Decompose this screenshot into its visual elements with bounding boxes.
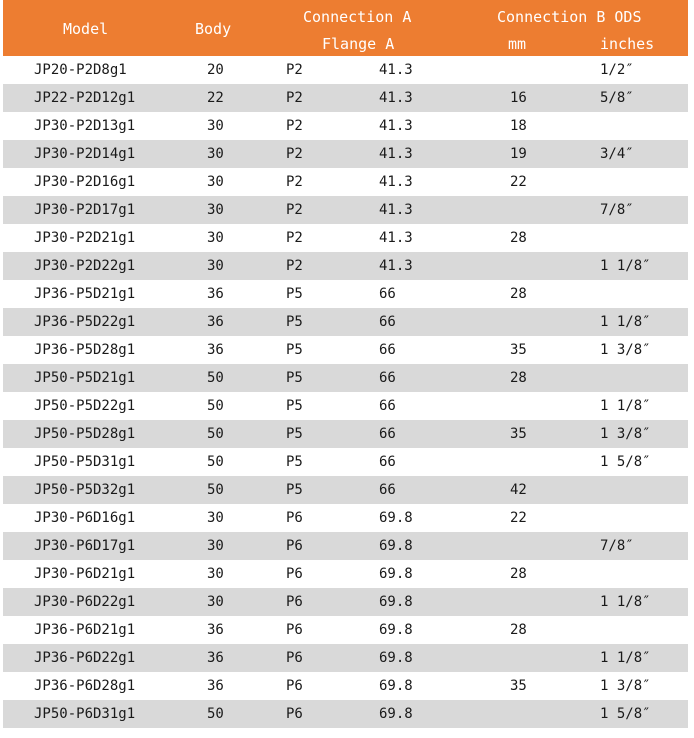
cell-body: 36 <box>207 342 224 358</box>
cell-connection: P6 <box>286 622 303 638</box>
cell-mm: 28 <box>510 370 527 386</box>
table-header <box>3 0 688 56</box>
cell-body: 50 <box>207 426 224 442</box>
cell-mm: 22 <box>510 174 527 190</box>
cell-mm: 28 <box>510 622 527 638</box>
table-row <box>3 644 688 672</box>
header-flange-a: Flange A <box>322 35 395 53</box>
cell-inches: 1/2″ <box>600 62 634 78</box>
table-row <box>3 140 688 168</box>
header-inches: inches <box>600 35 655 53</box>
cell-connection: P5 <box>286 454 303 470</box>
cell-inches: 1 1/8″ <box>600 650 651 666</box>
cell-connection: P5 <box>286 370 303 386</box>
table-row <box>3 672 688 700</box>
cell-body: 36 <box>207 678 224 694</box>
cell-inches: 7/8″ <box>600 202 634 218</box>
table-row <box>3 364 688 392</box>
cell-connection: P6 <box>286 538 303 554</box>
cell-model: JP36-P5D28g1 <box>34 342 136 358</box>
cell-connection: P2 <box>286 62 303 78</box>
cell-flange: 69.8 <box>379 678 413 694</box>
cell-model: JP50-P5D22g1 <box>34 398 136 414</box>
cell-flange: 41.3 <box>379 230 413 246</box>
table-row <box>3 588 688 616</box>
cell-inches: 1 3/8″ <box>600 426 651 442</box>
cell-flange: 66 <box>379 342 396 358</box>
cell-inches: 7/8″ <box>600 538 634 554</box>
cell-connection: P2 <box>286 118 303 134</box>
cell-connection: P2 <box>286 146 303 162</box>
table-row <box>3 308 688 336</box>
cell-flange: 69.8 <box>379 566 413 582</box>
table-body <box>3 56 688 728</box>
cell-body: 50 <box>207 454 224 470</box>
cell-body: 36 <box>207 286 224 302</box>
cell-model: JP36-P6D28g1 <box>34 678 136 694</box>
cell-connection: P6 <box>286 650 303 666</box>
cell-flange: 69.8 <box>379 706 413 722</box>
cell-flange: 69.8 <box>379 538 413 554</box>
cell-inches: 1 5/8″ <box>600 454 651 470</box>
cell-model: JP30-P6D16g1 <box>34 510 136 526</box>
cell-model: JP30-P6D17g1 <box>34 538 136 554</box>
cell-connection: P2 <box>286 90 303 106</box>
cell-body: 30 <box>207 118 224 134</box>
cell-flange: 41.3 <box>379 174 413 190</box>
cell-model: JP36-P6D21g1 <box>34 622 136 638</box>
cell-connection: P6 <box>286 566 303 582</box>
cell-body: 50 <box>207 482 224 498</box>
cell-flange: 41.3 <box>379 202 413 218</box>
cell-mm: 28 <box>510 230 527 246</box>
cell-flange: 66 <box>379 482 396 498</box>
table-row <box>3 84 688 112</box>
cell-connection: P6 <box>286 510 303 526</box>
cell-mm: 35 <box>510 342 527 358</box>
table-row <box>3 532 688 560</box>
cell-model: JP50-P5D31g1 <box>34 454 136 470</box>
cell-body: 22 <box>207 90 224 106</box>
cell-connection: P5 <box>286 314 303 330</box>
cell-mm: 42 <box>510 482 527 498</box>
table-row <box>3 560 688 588</box>
cell-body: 50 <box>207 706 224 722</box>
table-row <box>3 336 688 364</box>
table-row <box>3 392 688 420</box>
cell-model: JP50-P5D32g1 <box>34 482 136 498</box>
cell-body: 30 <box>207 510 224 526</box>
cell-body: 30 <box>207 258 224 274</box>
cell-flange: 66 <box>379 398 396 414</box>
cell-body: 30 <box>207 202 224 218</box>
cell-connection: P6 <box>286 678 303 694</box>
cell-connection: P2 <box>286 202 303 218</box>
cell-connection: P5 <box>286 286 303 302</box>
table-row <box>3 112 688 140</box>
cell-body: 36 <box>207 650 224 666</box>
cell-model: JP20-P2D8g1 <box>34 62 127 78</box>
header-model: Model <box>63 20 109 38</box>
cell-mm: 22 <box>510 510 527 526</box>
cell-body: 50 <box>207 370 224 386</box>
cell-connection: P2 <box>286 258 303 274</box>
cell-flange: 69.8 <box>379 650 413 666</box>
cell-mm: 19 <box>510 146 527 162</box>
cell-inches: 1 3/8″ <box>600 342 651 358</box>
cell-model: JP30-P2D22g1 <box>34 258 136 274</box>
cell-flange: 66 <box>379 370 396 386</box>
spec-table <box>3 0 688 728</box>
cell-model: JP50-P5D28g1 <box>34 426 136 442</box>
cell-mm: 28 <box>510 566 527 582</box>
table-row <box>3 224 688 252</box>
cell-model: JP30-P2D16g1 <box>34 174 136 190</box>
table-row <box>3 56 688 84</box>
cell-body: 30 <box>207 230 224 246</box>
table-row <box>3 196 688 224</box>
cell-mm: 16 <box>510 90 527 106</box>
table-row <box>3 252 688 280</box>
cell-flange: 41.3 <box>379 258 413 274</box>
cell-inches: 5/8″ <box>600 90 634 106</box>
header-connection-b: Connection B ODS <box>497 8 642 26</box>
table-row <box>3 420 688 448</box>
cell-inches: 1 3/8″ <box>600 678 651 694</box>
cell-connection: P5 <box>286 342 303 358</box>
cell-connection: P2 <box>286 174 303 190</box>
table-row <box>3 504 688 532</box>
header-body: Body <box>195 20 232 38</box>
cell-body: 30 <box>207 594 224 610</box>
cell-flange: 41.3 <box>379 118 413 134</box>
cell-model: JP50-P5D21g1 <box>34 370 136 386</box>
cell-inches: 1 5/8″ <box>600 706 651 722</box>
cell-mm: 35 <box>510 678 527 694</box>
cell-inches: 3/4″ <box>600 146 634 162</box>
cell-model: JP36-P5D22g1 <box>34 314 136 330</box>
table-row <box>3 700 688 728</box>
cell-flange: 66 <box>379 314 396 330</box>
cell-inches: 1 1/8″ <box>600 398 651 414</box>
cell-mm: 35 <box>510 426 527 442</box>
cell-flange: 66 <box>379 426 396 442</box>
cell-body: 30 <box>207 146 224 162</box>
cell-model: JP30-P2D21g1 <box>34 230 136 246</box>
cell-flange: 69.8 <box>379 594 413 610</box>
cell-model: JP30-P6D21g1 <box>34 566 136 582</box>
cell-body: 36 <box>207 622 224 638</box>
cell-model: JP30-P2D13g1 <box>34 118 136 134</box>
cell-connection: P6 <box>286 706 303 722</box>
cell-model: JP36-P5D21g1 <box>34 286 136 302</box>
cell-body: 30 <box>207 538 224 554</box>
cell-connection: P5 <box>286 482 303 498</box>
cell-inches: 1 1/8″ <box>600 594 651 610</box>
cell-flange: 69.8 <box>379 622 413 638</box>
cell-flange: 66 <box>379 454 396 470</box>
cell-model: JP50-P6D31g1 <box>34 706 136 722</box>
header-mm: mm <box>508 35 527 53</box>
cell-model: JP30-P2D14g1 <box>34 146 136 162</box>
cell-connection: P2 <box>286 230 303 246</box>
cell-mm: 28 <box>510 286 527 302</box>
cell-flange: 41.3 <box>379 90 413 106</box>
cell-inches: 1 1/8″ <box>600 314 651 330</box>
table-row <box>3 280 688 308</box>
cell-mm: 18 <box>510 118 527 134</box>
cell-connection: P5 <box>286 426 303 442</box>
cell-flange: 41.3 <box>379 146 413 162</box>
cell-connection: P5 <box>286 398 303 414</box>
table-row <box>3 448 688 476</box>
cell-model: JP36-P6D22g1 <box>34 650 136 666</box>
cell-body: 20 <box>207 62 224 78</box>
cell-body: 50 <box>207 398 224 414</box>
cell-flange: 41.3 <box>379 62 413 78</box>
header-connection-a: Connection A <box>303 8 412 26</box>
table-row <box>3 476 688 504</box>
table-row <box>3 616 688 644</box>
cell-model: JP30-P6D22g1 <box>34 594 136 610</box>
cell-flange: 69.8 <box>379 510 413 526</box>
cell-model: JP22-P2D12g1 <box>34 90 136 106</box>
cell-connection: P6 <box>286 594 303 610</box>
table-row <box>3 168 688 196</box>
cell-model: JP30-P2D17g1 <box>34 202 136 218</box>
cell-flange: 66 <box>379 286 396 302</box>
cell-inches: 1 1/8″ <box>600 258 651 274</box>
cell-body: 30 <box>207 174 224 190</box>
cell-body: 36 <box>207 314 224 330</box>
cell-body: 30 <box>207 566 224 582</box>
